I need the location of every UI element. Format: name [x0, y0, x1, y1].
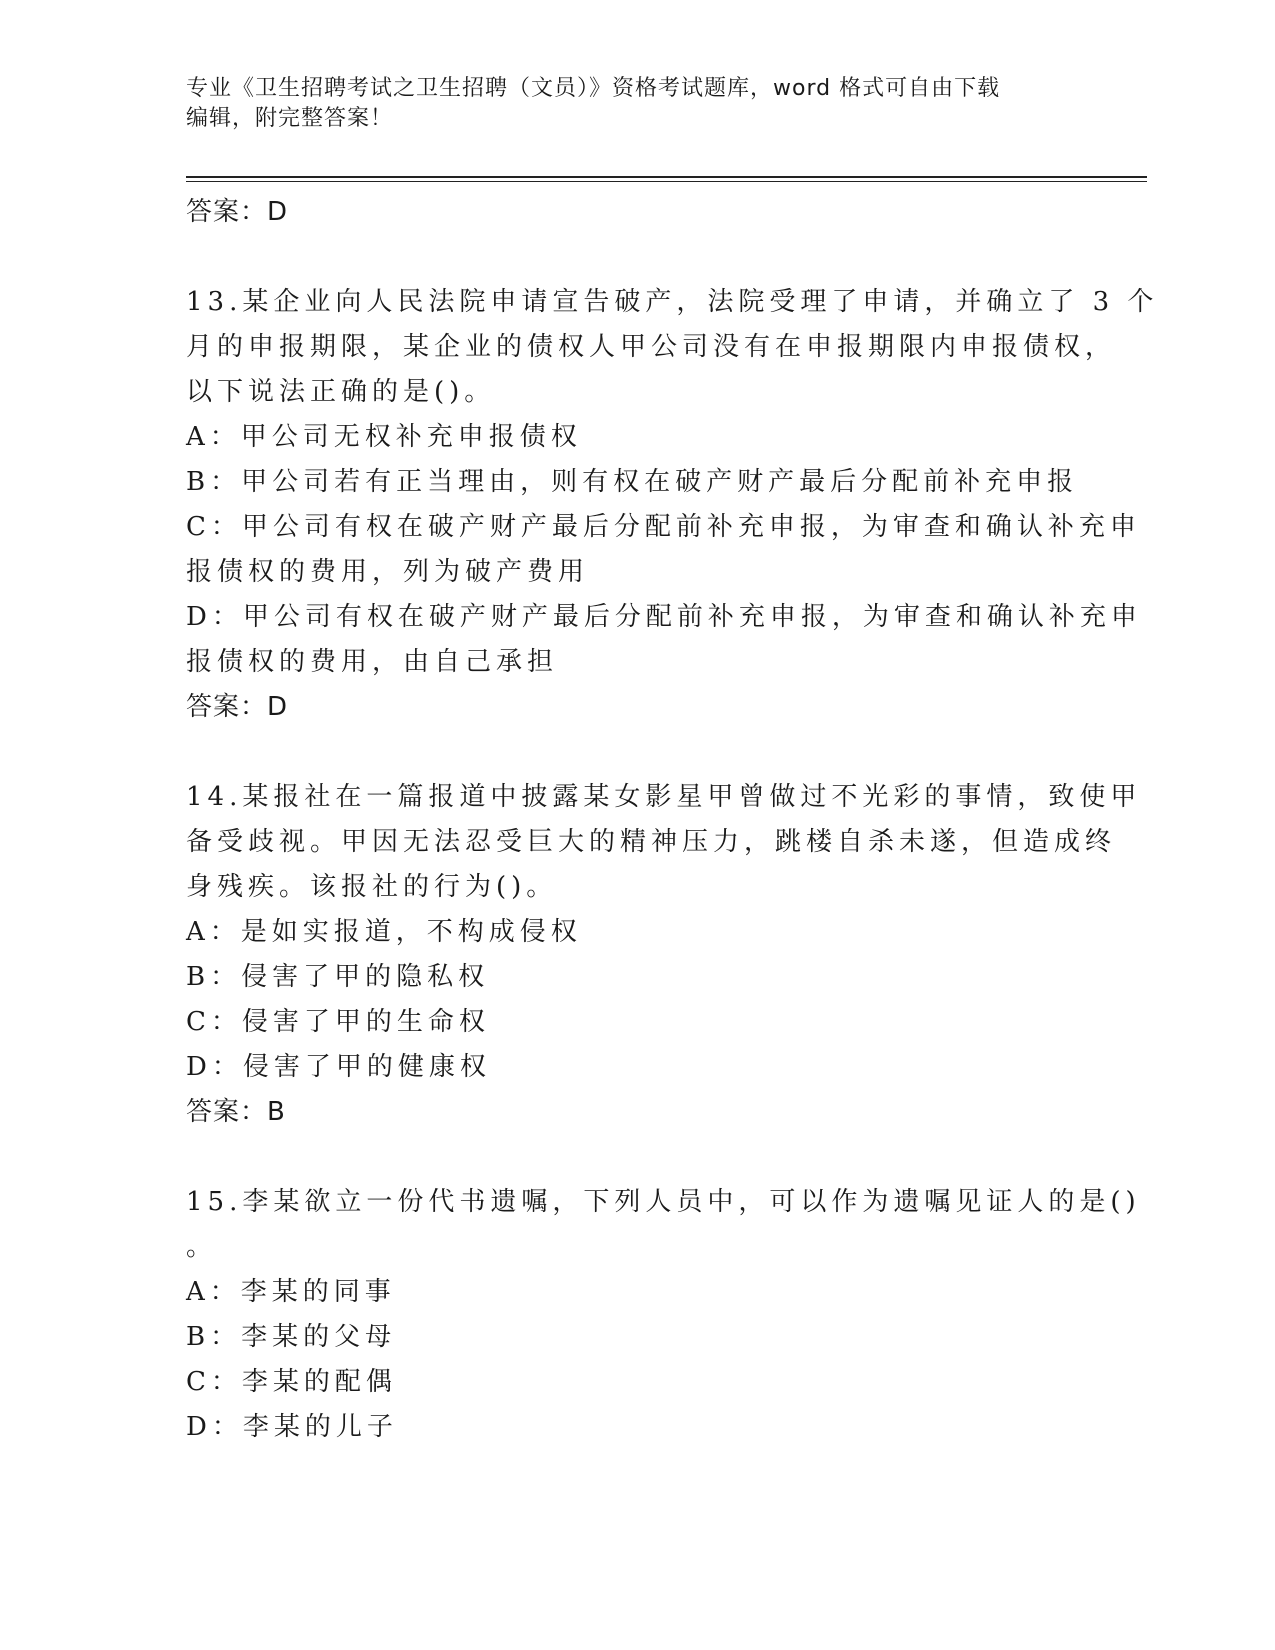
- question-spacer: [186, 1135, 1086, 1180]
- option-d: D：甲公司有权在破产财产最后分配前补充申报，为审查和确认补充申: [186, 602, 1142, 632]
- answer-line: 答案：D: [186, 692, 289, 722]
- question-block: [186, 280, 1159, 730]
- option-c: C：李某的配偶: [186, 1367, 397, 1397]
- question-block: [186, 1180, 1141, 1450]
- header-divider-thin: [186, 181, 1147, 182]
- option-c: C：侵害了甲的生命权: [186, 1007, 490, 1037]
- page-header: [186, 74, 1066, 134]
- option-d: 报债权的费用，由自己承担: [186, 647, 559, 677]
- question-stem-line: 13.某企业向人民法院申请宣告破产，法院受理了申请，并确立了 3 个: [186, 287, 1159, 317]
- question-stem-line: 月的申报期限，某企业的债权人甲公司没有在申报期限内申报债权，: [186, 332, 1117, 362]
- option-a: A：李某的同事: [186, 1277, 396, 1307]
- question-stem-line: 15.李某欲立一份代书遗嘱，下列人员中，可以作为遗嘱见证人的是(): [186, 1187, 1141, 1217]
- header-divider-thick: [186, 176, 1147, 178]
- question-stem-line: 身残疾。该报社的行为()。: [186, 872, 558, 902]
- option-a: A：甲公司无权补充申报债权: [186, 422, 582, 452]
- question-stem-line: 。: [186, 1232, 218, 1262]
- option-b: B：侵害了甲的隐私权: [186, 962, 490, 992]
- answer-line: 答案：B: [186, 1097, 286, 1127]
- option-c: C：甲公司有权在破产财产最后分配前补充申报，为审查和确认补充申: [186, 512, 1141, 542]
- question-stem-line: 以下说法正确的是()。: [186, 377, 496, 407]
- question-block: [186, 775, 1142, 1135]
- question-spacer: [186, 235, 1086, 280]
- question-list: [186, 190, 1159, 1450]
- previous-answer: 答案：D: [186, 197, 289, 227]
- option-b: B：李某的父母: [186, 1322, 397, 1352]
- question-stem-line: 14.某报社在一篇报道中披露某女影星甲曾做过不光彩的事情，致使甲: [186, 782, 1142, 812]
- option-d: D：侵害了甲的健康权: [186, 1052, 491, 1082]
- header-line-2: 编辑，附完整答案！: [186, 106, 394, 131]
- question-spacer: [186, 730, 1086, 775]
- header-line-1: 专业《卫生招聘考试之卫生招聘（文员）》资格考试题库，word 格式可自由下载: [186, 76, 1001, 101]
- option-c: 报债权的费用，列为破产费用: [186, 557, 590, 587]
- option-d: D：李某的儿子: [186, 1412, 398, 1442]
- question-stem-line: 备受歧视。甲因无法忍受巨大的精神压力，跳楼自杀未遂，但造成终: [186, 827, 1117, 857]
- option-b: B：甲公司若有正当理由，则有权在破产财产最后分配前补充申报: [186, 467, 1079, 497]
- option-a: A：是如实报道，不构成侵权: [186, 917, 582, 947]
